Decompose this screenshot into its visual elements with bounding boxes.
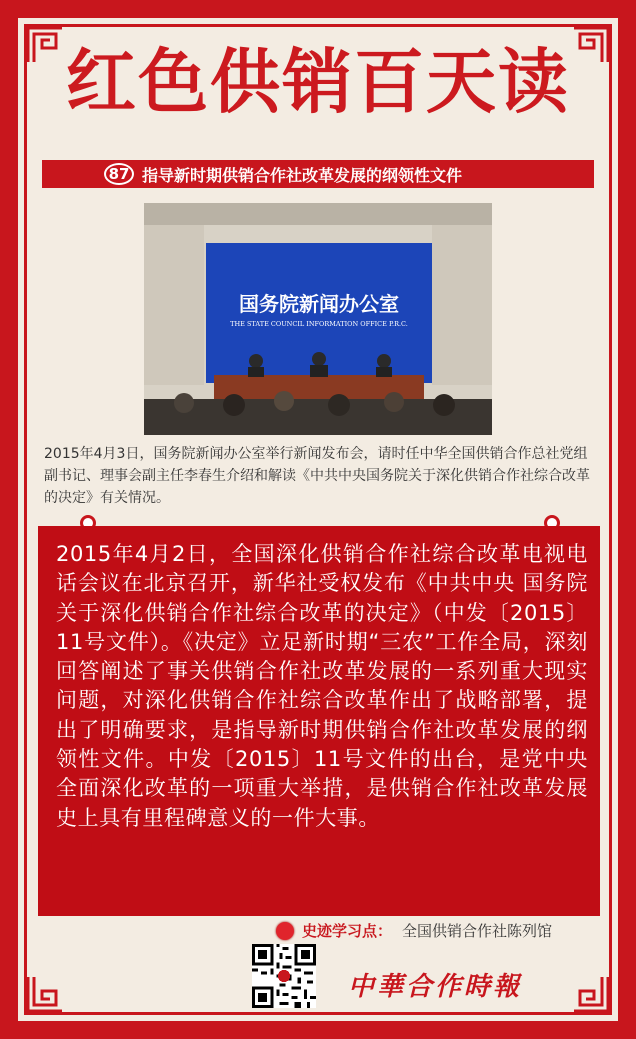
- page-title: 红色供销百天读: [66, 41, 570, 123]
- article-body: 2015年4月2日，全国深化供销合作社综合改革电视电话会议在北京召开，新华社受权发布《中共中央 国务院关于深化供销合作社综合改革的决定》（中发〔2015〕11号文件）。《决定》立足新时期“三农”工作全局，深刻回答阐述了事关供销合作社改革发展的一系列重大现实问题，对深化供销合作社综合改革作出了战略部署，提出了明确要求，是指导新时期供销合作社改革发展的纲领性文件。中发〔2015〕11号文件的出台，是党中央全面深化改革的一项重大举措，是供销合作社改革发展史上具有里程碑意义的一件大事。: [38, 526, 600, 916]
- qr-code: [252, 944, 316, 1008]
- photo-caption: 2015年4月3日，国务院新闻办公室举行新闻发布会，请时任中华全国供销合作总社党组副书记、理事会副主任李春生介绍和解读《中共中央国务院关于深化供销合作社综合改革的决定》有关情况。: [44, 446, 590, 506]
- backdrop-title: 国务院新闻办公室: [239, 292, 399, 316]
- episode-heading: 指导新时期供销合作社改革发展的纲领性文件: [142, 165, 463, 185]
- study-point: [276, 920, 552, 941]
- corner-ornament-icon: [572, 975, 610, 1013]
- corner-ornament-icon: [26, 975, 64, 1013]
- press-conference-photo: [144, 203, 492, 435]
- backdrop-subtitle: THE STATE COUNCIL INFORMATION OFFICE P.R.C.: [230, 320, 408, 328]
- study-point-label: 史迹学习点：: [302, 922, 393, 940]
- episode-banner: [42, 160, 594, 188]
- study-point-value: 全国供销合作社陈列馆: [402, 922, 553, 940]
- red-dot-icon: [276, 922, 294, 940]
- newspaper-logo: 中華合作時報: [348, 972, 523, 1002]
- episode-number: 87: [104, 163, 134, 185]
